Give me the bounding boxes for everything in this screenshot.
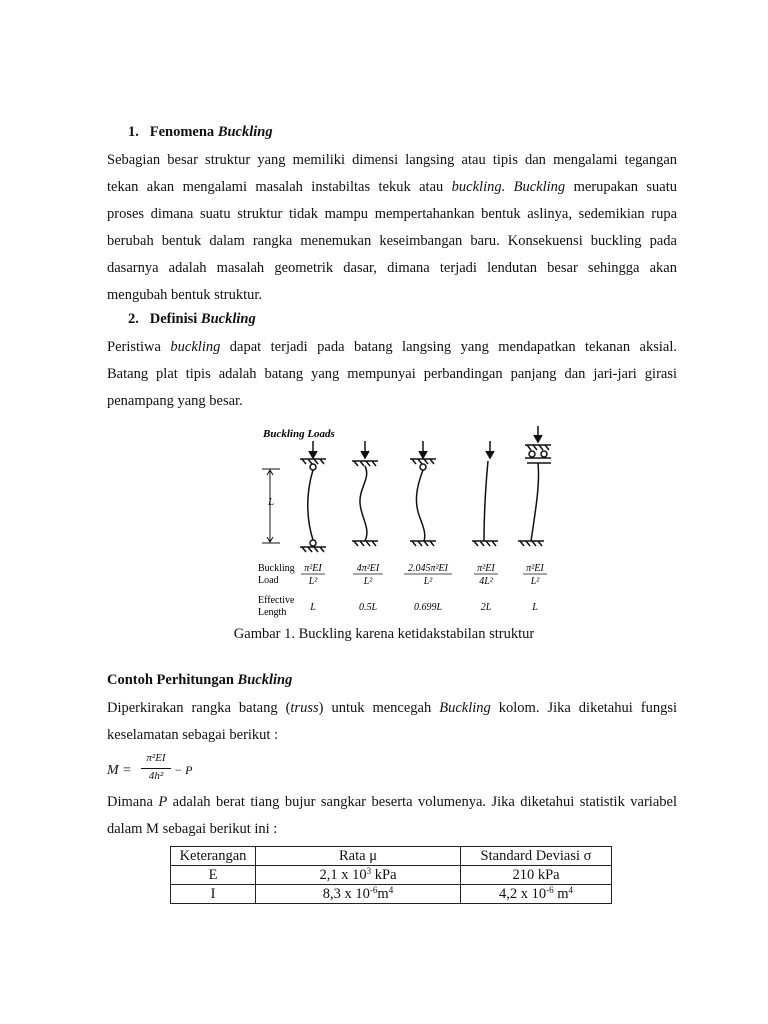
- effective-length-2: 0.5L: [358, 602, 378, 613]
- header-std: Standard Deviasi σ: [461, 847, 612, 866]
- row-label: I: [171, 885, 256, 904]
- buckling-load-label-1: Buckling: [258, 563, 295, 574]
- row-mean: 2,1 x $10^3$ kPa: [256, 866, 461, 885]
- section-1-line: tekan akan mengalami masalah instabiltas tekuk atau buckling. Buckling merupakan suatu: [107, 179, 677, 195]
- buckling-loads-figure: [258, 423, 570, 623]
- load-num-3: 2.045π²EI: [408, 563, 448, 574]
- example-intro-line: Diperkirakan rangka batang (truss) untuk mencegah Buckling kolom. Jika diketahui fungsi: [107, 700, 677, 716]
- load-den-3: L²: [423, 576, 433, 587]
- example-after-line: Dimana P adalah berat tiang bujur sangkar beserta volumenya. Jika diketahui statistik variabel: [107, 794, 677, 810]
- buckling-load-label-2: Load: [258, 575, 279, 586]
- example-title: Contoh Perhitungan: [107, 672, 234, 688]
- load-num-4: π²EI: [477, 563, 495, 574]
- formula-rest: − P: [174, 763, 193, 777]
- formula-fraction-bar: [141, 768, 171, 769]
- load-den-1: L²: [308, 576, 318, 587]
- section-1-title: Fenomena: [149, 124, 215, 140]
- effective-length-4: 2L: [480, 602, 492, 613]
- column-fixed-fixed: [352, 441, 378, 546]
- formula-lhs: M =: [107, 763, 132, 778]
- row-std: 4,2 x $10^{-6}$ $m^4$: [461, 885, 612, 904]
- column-guided-fixed: [518, 426, 551, 546]
- section-2-title: Definisi: [149, 311, 198, 327]
- section-2-title-em: Buckling: [200, 311, 256, 327]
- example-after-line: dalam M sebagai berikut ini :: [107, 821, 278, 837]
- effective-length-label-2: Length: [258, 607, 287, 618]
- example-title-em: Buckling: [237, 672, 293, 688]
- load-num-2: 4π²EI: [356, 563, 380, 574]
- section-1-title-em: Buckling: [217, 124, 273, 140]
- load-den-2: L²: [363, 576, 373, 587]
- table-header-row: [171, 847, 612, 866]
- row-label: E: [171, 866, 256, 885]
- effective-length-5: L: [532, 602, 538, 613]
- effective-length-label-1: Effective: [258, 595, 295, 606]
- section-2-line: Batang plat tipis adalah batang yang mempunyai perbandingan panjang dan jari-jari girasi: [107, 366, 677, 382]
- example-heading: [107, 672, 292, 689]
- load-den-4: 4L²: [479, 576, 493, 587]
- length-label: L: [268, 496, 275, 508]
- section-2-line: Peristiwa buckling dapat terjadi pada batang langsing yang mendapatkan tekanan aksial.: [107, 339, 677, 355]
- formula-denominator: 4h²: [148, 770, 164, 782]
- section-2-body: [107, 334, 677, 415]
- example-intro-line: keselamatan sebagai berikut :: [107, 727, 279, 743]
- row-std: 210 kPa: [461, 866, 612, 885]
- effective-length-1: L: [310, 602, 316, 613]
- header-mean: Rata μ: [256, 847, 461, 866]
- example-after: [107, 789, 677, 843]
- example-intro: [107, 695, 677, 749]
- column-free-fixed: [472, 441, 498, 546]
- section-1-line: mengubah bentuk struktur.: [107, 287, 263, 303]
- load-num-5: π²EI: [526, 563, 544, 574]
- section-1-number: 1.: [128, 124, 139, 140]
- section-1-line: berubah bentuk dalam rangka menemukan keseimbangan baru. Konsekuensi buckling pada: [107, 233, 677, 249]
- section-1-line: Sebagian besar struktur yang memiliki dimensi langsing atau tipis dan mengalami tegangan: [107, 152, 677, 168]
- table-row: [171, 866, 612, 885]
- effective-length-3: 0.699L: [413, 602, 443, 613]
- statistics-table: [170, 846, 612, 904]
- table-row: [171, 885, 612, 904]
- section-1-heading: [128, 124, 273, 141]
- formula-numerator: π²EI: [146, 752, 166, 764]
- section-1-line: dasarnya adalah masalah geometrik dasar, dimana terjadi lendutan besar sehingga akan: [107, 260, 677, 276]
- section-1-line: proses dimana suatu struktur tidak mampu mempertahankan bentuk aslinya, sedemikian rupa: [107, 206, 677, 222]
- figure-caption: Gambar 1. Buckling karena ketidakstabilan struktur: [233, 626, 535, 642]
- section-2-heading: [128, 311, 256, 328]
- section-2-number: 2.: [128, 311, 139, 327]
- column-pinned-pinned: [300, 441, 326, 552]
- load-den-5: L²: [530, 576, 540, 587]
- figure-title: Buckling Loads: [263, 428, 335, 440]
- row-mean: 8,3 x $10^{-6}m^4$: [256, 885, 461, 904]
- column-pinned-fixed: [410, 441, 436, 546]
- section-1-body: [107, 147, 677, 309]
- load-num-1: π²EI: [304, 563, 322, 574]
- header-keterangan: Keterangan: [171, 847, 256, 866]
- section-2-line: penampang yang besar.: [107, 393, 243, 409]
